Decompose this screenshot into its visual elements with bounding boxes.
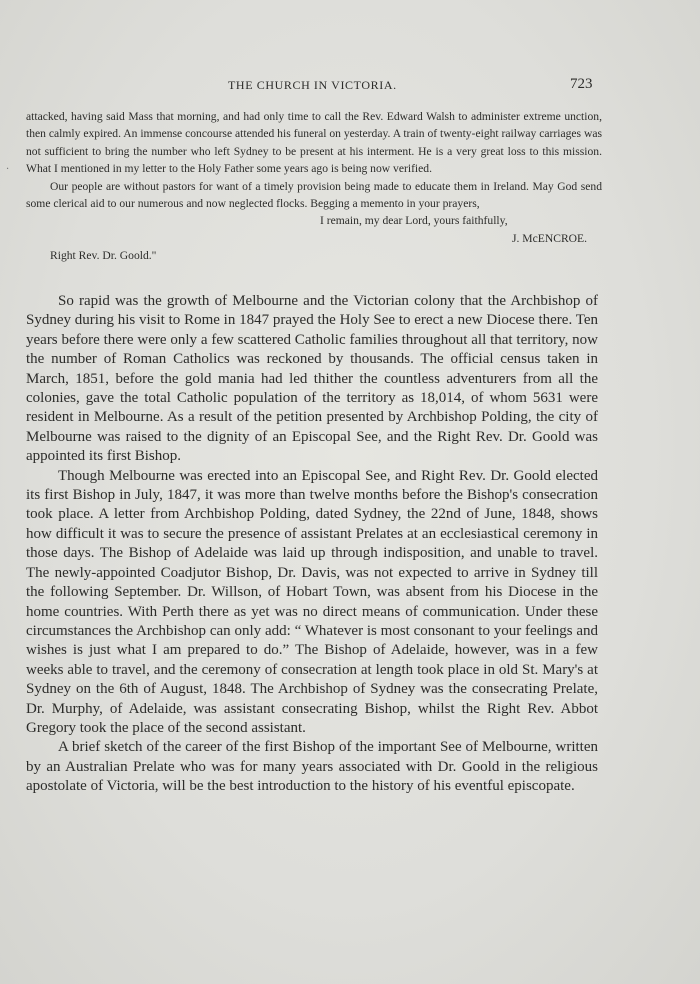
letter-closing: I remain, my dear Lord, yours faithfully, [320, 214, 508, 228]
body-paragraph: Though Melbourne was erected into an Episcopal See, and Right Rev. Dr. Goold elected its first Bishop in July, 1847, it was more than twelve months before the Bishop's consecration took place. A letter from Archbishop Polding, dated Sydney, the 22nd of June, 1848, shows how difficult it was to secure the presence of assistant Prelates at an ecclesiastical ceremony in those days. The Bishop of Adelaide was laid up through indisposition, and unable to travel. The newly-appointed Coadjutor Bishop, Dr. Davis, was not expected to arrive in Sydney till the following September. Dr. Willson, of Hobart Town, was absent from his Diocese in the home countries. With Perth there as yet was no direct means of communication. Under these circumstances the Archbishop can only add: “ Whatever is most consonant to your feelings and wishes is just what I am prepared to do.” The Bishop of Adelaide, however, was in a few weeks able to travel, and the ceremony of consecration at length took place in old St. Mary's at Sydney on the 6th of August, 1848. The Archbishop of Sydney was the consecrating Prelate, Dr. Murphy, of Adelaide, was assistant consecrating Bishop, whilst the Right Rev. Abbot Gregory took the place of the second assistant. [26, 467, 598, 736]
letter-paragraph: attacked, having said Mass that morning, and had only time to call the Rev. Edward Walsh to administer extreme unction, then calmly expired. An immense concourse attended his funeral on yesterday. A train of twenty-eight railway carriages was not sufficient to bring the number who left Sydney to be present at his interment. He is a very great loss to this mission. What I mentioned in my letter to the Holy Father some years ago is being now verified. [26, 110, 602, 176]
letter-addressee: Right Rev. Dr. Goold." [50, 249, 157, 263]
running-head: THE CHURCH IN VICTORIA. [228, 78, 397, 92]
margin-mark: · [6, 164, 10, 175]
main-text [26, 292, 598, 797]
letter-signature: J. McENCROE. [512, 231, 588, 245]
letter-paragraph: Our people are without pastors for want of a timely provision being made to educate them in Ireland. May God send some clerical aid to our numerous and now neglected flocks. Begging a memento in your prayers, [26, 179, 602, 211]
body-paragraph: So rapid was the growth of Melbourne and the Victorian colony that the Archbishop of Sydney during his visit to Rome in 1847 prayed the Holy See to erect a new Diocese there. Ten years before there were only a few scattered Catholic families throughout all that territory, now the number of Roman Catholics was reckoned by thousands. The official census taken in March, 1851, before the gold mania had led thither the countless adventurers from all the colonies, gave the total Catholic population of the territory as 18,014, of whom 5631 were resident in Melbourne. As a result of the petition presented by Archbishop Polding, the city of Melbourne was raised to the dignity of an Episcopal See, and the Right Rev. Dr. Goold was appointed its first Bishop. [26, 293, 598, 465]
page-number: 723 [570, 76, 593, 92]
letter-excerpt [26, 108, 602, 265]
body-paragraph: A brief sketch of the career of the first Bishop of the important See of Melbourne, written by an Australian Prelate who was for many years associated with Dr. Goold in the religious apostolate of Victoria, will be the best introduction to the history of his eventful episcopate. [26, 739, 598, 795]
page-header [0, 78, 700, 98]
